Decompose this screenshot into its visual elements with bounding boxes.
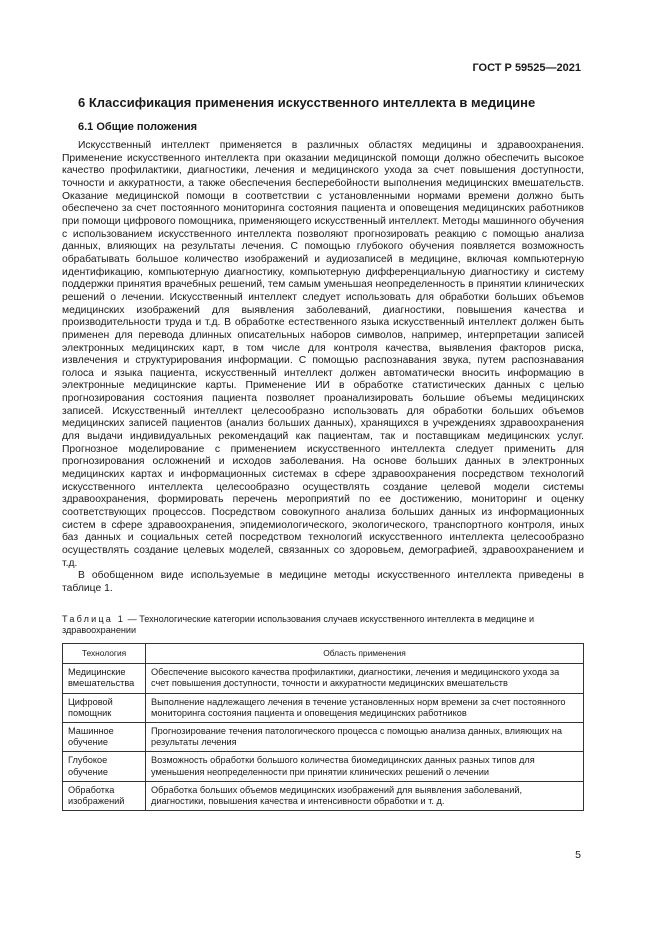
table-row: [63, 781, 584, 810]
body-text: [62, 140, 584, 596]
paragraph: В обобщенном виде используемые в медицине методы искусственного интеллекта приведены в таблице 1.: [62, 570, 584, 594]
column-header-technology: Технология: [63, 644, 146, 664]
table-header-row: [63, 644, 584, 664]
table-caption: [62, 614, 584, 636]
table-caption-text: — Технологические категории использования случаев искусственного интеллекта в медицине и здравоохранении: [62, 614, 535, 635]
subsection-heading: 6.1 Общие положения: [78, 121, 198, 133]
paragraph: Искусственный интеллект применяется в различных областях медицины и здравоохранения. Применение искусственного интеллекта при оказании медицинской помощи должно обеспечить высокое качество профилактики, диагностики, лечения и медицинского ухода за счет повышения доступности, точности и аккуратности, а также обеспечения бесперебойности выполнения медицинских вмешательств. Оказание медицинской помощи в соответствии с установленными нормами времени должно быть обеспечено за счет постоянного мониторинга состояния пациента и оповещения медицинских работников при помощи цифрового помощника, применяющего искусственный интеллект. Методы машинного обучения с использованием искусственного интеллекта позволяют прогнозировать реакцию с помощью анализа данных, влияющих на результаты лечения. С помощью глубокого обучения появляется возможность обрабатывать большое количество изображений и аудиозаписей в медицине, включая компьютерную идентификацию, компьютерную диагностику, компьютерную дифференциальную диагностику и систему поддержки принятия врачебных решений, тем самым уменьшая неопределенность в принятии клинических решений о лечении. Искусственный интеллект следует использовать для обработки больших объемов медицинских изображений для выявления заболеваний, диагностики, повышения качества и производительности труда и т.д. В обработке естественного языка искусственный интеллект должен быть применен для перевода длинных описательных наборов символов, например, интерпретации записей электронных медицинских карт, в том числе для контроля качества, выявления факторов риска, извлечения и структурирования информации. С помощью распознавания звука, путем распознавания голоса и языка пациента, искусственный интеллект должен автоматически вносить информацию в электронные медицинские карты. Применение ИИ в обработке статистических данных с целью прогнозирования состояния пациента позволяет проанализировать большие объемы медицинских записей. Искусственный интеллект целесообразно использовать для обработки больших объемов медицинских записей пациентов (анализ больших данных), хранящихся в учреждениях здравоохранения для выдачи индивидуальных рекомендаций как пациентам, так и поставщикам медицинских услуг. Прогнозное моделирование с применением искусственного интеллекта следует применить для прогнозирования осложнений и исходов заболевания. На основе больших данных в электронных медицинских картах и информационных системах в сфере здравоохранения посредством технологий искусственного интеллекта целесообразно осуществлять создание целевой модели системы здравоохранения, формировать перечень мероприятий по ее достижению, мониторинг и оценку соответствующих процессов. Посредством совокупного анализа больших данных из информационных систем в сфере здравоохранения, эпидемиологического, экологического, транспортного контроля, иных баз данных и социальных сетей посредством технологий искусственного интеллекта целесообразно осуществлять создание целевых моделей, связанных со здоровьем, демографией, здравоохранением и т.д.: [62, 140, 584, 569]
application-area-cell: Прогнозирование течения патологического процесса с помощью анализа данных, влияющих на результаты лечения: [146, 723, 584, 752]
technology-cell: Медицинские вмешательства: [63, 664, 146, 693]
section-heading: 6 Классификация применения искусственного интеллекта в медицине: [78, 95, 536, 110]
application-area-cell: Выполнение надлежащего лечения в течение установленных норм времени за счет постоянного мониторинга состояния пациента и оповещения медицинских работников: [146, 693, 584, 722]
table-row: [63, 723, 584, 752]
technology-cell: Машинное обучение: [63, 723, 146, 752]
document-code: ГОСТ Р 59525—2021: [472, 62, 581, 74]
column-header-application-area: Область применения: [146, 644, 584, 664]
page-number: 5: [575, 849, 581, 861]
application-area-cell: Возможность обработки большого количества биомедицинских данных разных типов для уменьшения неопределенности при принятии клинических решений о лечении: [146, 752, 584, 781]
technology-cell: Цифровой помощник: [63, 693, 146, 722]
table-row: [63, 752, 584, 781]
table-row: [63, 664, 584, 693]
application-area-cell: Обработка больших объемов медицинских изображений для выявления заболеваний, диагностики, повышения качества и интенсивности обработки и т. д.: [146, 781, 584, 810]
technology-cell: Обработка изображений: [63, 781, 146, 810]
application-area-cell: Обеспечение высокого качества профилактики, диагностики, лечения и медицинского ухода за счет повышения доступности, точности и аккуратности медицинских вмешательств: [146, 664, 584, 693]
technology-table: [62, 643, 584, 811]
table-caption-label: Таблица 1: [62, 614, 126, 624]
technology-cell: Глубокое обучение: [63, 752, 146, 781]
table-row: [63, 693, 584, 722]
